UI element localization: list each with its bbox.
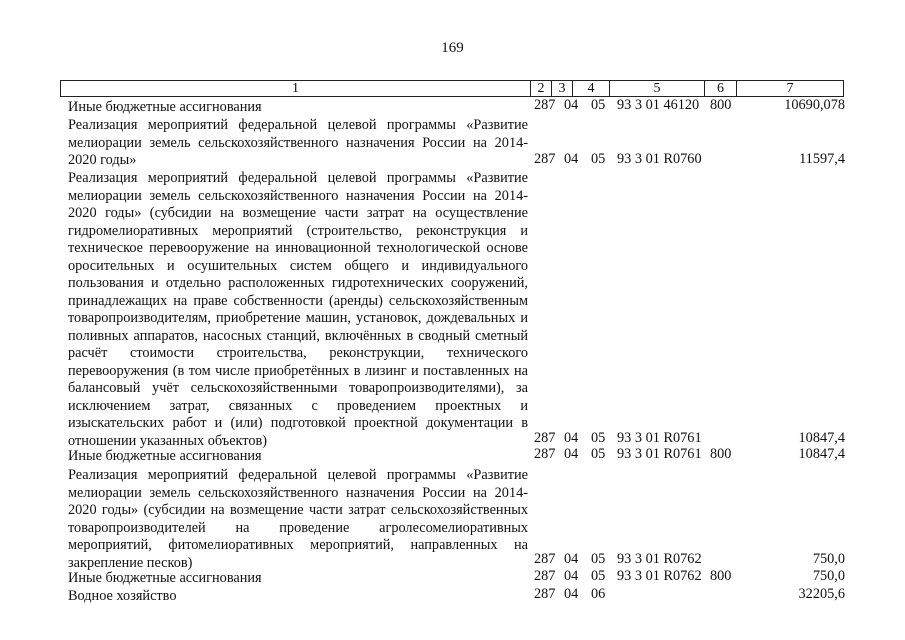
table-row-description: Иные бюджетные ассигнования [68,99,262,115]
table-row-description: Иные бюджетные ассигнования [68,448,262,464]
code-section: 04 [564,151,579,167]
column-header-6: 6 [704,80,736,97]
table-row-description: Реализация мероприятий федеральной целевой программы «Развитие мелиорации земель сельскохозяйственного назначения России на 2014-2020 годы» [68,117,528,168]
code-ministry: 287 [534,586,556,602]
code-target-article: 93 3 01 46120 [617,97,700,113]
code-section: 04 [564,446,579,462]
column-header-3: 3 [551,80,572,97]
table-row-description: Иные бюджетные ассигнования [68,570,262,586]
column-header-2: 2 [530,80,551,97]
code-expense-type: 800 [710,446,732,462]
code-section: 04 [564,568,579,584]
code-ministry: 287 [534,430,556,446]
code-ministry: 287 [534,97,556,113]
code-subsection: 05 [591,568,606,584]
page-number: 169 [441,40,464,56]
table-row-description: Реализация мероприятий федеральной целевой программы «Развитие мелиорации земель сельскохозяйственного назначения России на 2014-2020 годы» (субсидии на возмещение части затрат на осуществление гидромелиоративных мероприятий (строительство, реконструкция и техническое перевооружение на инновационной технологической основе оросительных и осушительных систем общего и индивидуального пользования и отдельно расположенных гидротехнических сооружений, принадлежащих на праве собственности (аренды) сельскохозяйственным товаропроизводителям, приобретение машин, установок, дождевальных и поливных аппаратов, насосных станций, включённых в сводный сметный расчёт стоимости строительства, реконструкции, технического перевооружения (в том числе приобретённых в лизинг и поставленных на балансовый учёт сельскохозяйственными товаропроизводителями), за исключением затрат, связанных с проведением проектных и изыскательских работ и (или) подготовкой проектной документации в отношении указанных объектов) [68,170,528,449]
code-subsection: 05 [591,97,606,113]
code-ministry: 287 [534,568,556,584]
code-target-article: 93 3 01 R0760 [617,151,702,167]
code-target-article: 93 3 01 R0761 [617,446,702,462]
code-expense-type: 800 [710,97,732,113]
table-row-description: Реализация мероприятий федеральной целевой программы «Развитие мелиорации земель сельскохозяйственного назначения России на 2014-2020 годы» (субсидии на возмещение части затрат сельскохозяйственных товаропроизводителей на проведение агролесомелиоративных мероприятий, фитомелиоративных мероприятий, направленных на закрепление песков) [68,467,528,571]
code-section: 04 [564,551,579,567]
amount: 10847,4 [798,446,845,462]
code-target-article: 93 3 01 R0762 [617,551,702,567]
code-subsection: 05 [591,551,606,567]
code-target-article: 93 3 01 R0761 [617,430,702,446]
amount: 10690,078 [784,97,845,113]
code-subsection: 05 [591,446,606,462]
code-ministry: 287 [534,551,556,567]
code-ministry: 287 [534,446,556,462]
amount: 32205,6 [798,586,845,602]
code-subsection: 06 [591,586,606,602]
code-section: 04 [564,97,579,113]
code-section: 04 [564,430,579,446]
column-header-4: 4 [572,80,609,97]
code-expense-type: 800 [710,568,732,584]
amount: 750,0 [812,568,845,584]
code-ministry: 287 [534,151,556,167]
column-header-1: 1 [60,80,530,97]
amount: 11597,4 [799,151,845,167]
amount: 10847,4 [798,430,845,446]
code-section: 04 [564,586,579,602]
code-subsection: 05 [591,151,606,167]
column-header-5: 5 [609,80,704,97]
amount: 750,0 [812,551,845,567]
code-target-article: 93 3 01 R0762 [617,568,702,584]
column-header-7: 7 [736,80,844,97]
table-row-description: Водное хозяйство [68,588,177,604]
code-subsection: 05 [591,430,606,446]
